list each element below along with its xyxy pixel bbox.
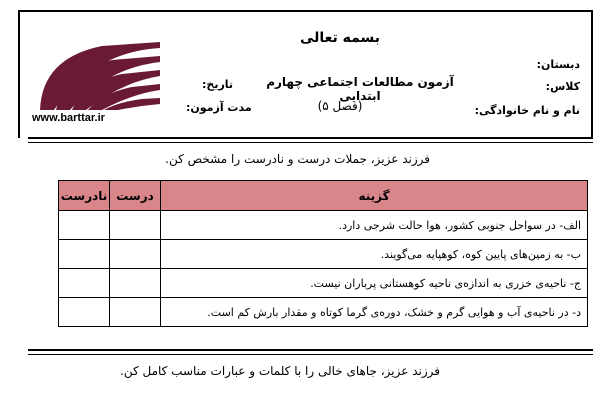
basmala-heading: بسمه تعالی [299,30,381,46]
table-row [59,211,588,240]
false-answer-cell[interactable] [59,269,110,298]
column-header-false: نادرست [59,181,110,211]
table-row [59,298,588,327]
table-row [59,269,588,298]
true-answer-cell[interactable] [110,269,161,298]
barttar-logo [32,38,162,113]
exam-title: آزمون مطالعات اجتماعی چهارم ابتدایی [266,75,454,103]
statement-cell: ج- ناحیه‌ی خزری به اندازه‌ی ناحیه کوهستانی پرباران نیست. [161,269,588,298]
chapter-label: (فصل ۵) [317,99,363,113]
statement-cell: د- در ناحیه‌ی آب و هوایی گرم و خشک، دوره‌ی گرما کوتاه و مقدار بارش کم است. [161,298,588,327]
table-header-row [59,181,588,211]
school-field-label: دبستان: [536,58,580,71]
true-answer-cell[interactable] [110,240,161,269]
true-answer-cell[interactable] [110,211,161,240]
column-header-true: درست [110,181,161,211]
true-answer-cell[interactable] [110,298,161,327]
false-answer-cell[interactable] [59,298,110,327]
column-header-option: گزینه [161,181,588,211]
divider [28,349,593,355]
worksheet [10,0,600,400]
section1-instruction: فرزند عزیز، جملات درست و نادرست را مشخص کن. [165,152,430,166]
false-answer-cell[interactable] [59,240,110,269]
name-field-label: نام و نام خانوادگی: [474,104,580,117]
statement-cell: الف- در سواحل جنوبی کشور، هوا حالت شرجی دارد. [161,211,588,240]
site-url: www.barttar.ir [32,112,105,124]
section2-instruction: فرزند عزیز، جاهای خالی را با کلمات و عبارات مناسب کامل کن. [120,364,440,378]
true-false-table [58,180,588,327]
class-field-label: کلاس: [545,80,580,93]
date-field-label: تاریخ: [202,78,234,91]
divider [28,137,593,143]
false-answer-cell[interactable] [59,211,110,240]
duration-field-label: مدت آزمون: [186,101,252,114]
statement-cell: ب- به زمین‌های پایین کوه، کوهپایه می‌گویند. [161,240,588,269]
table-row [59,240,588,269]
